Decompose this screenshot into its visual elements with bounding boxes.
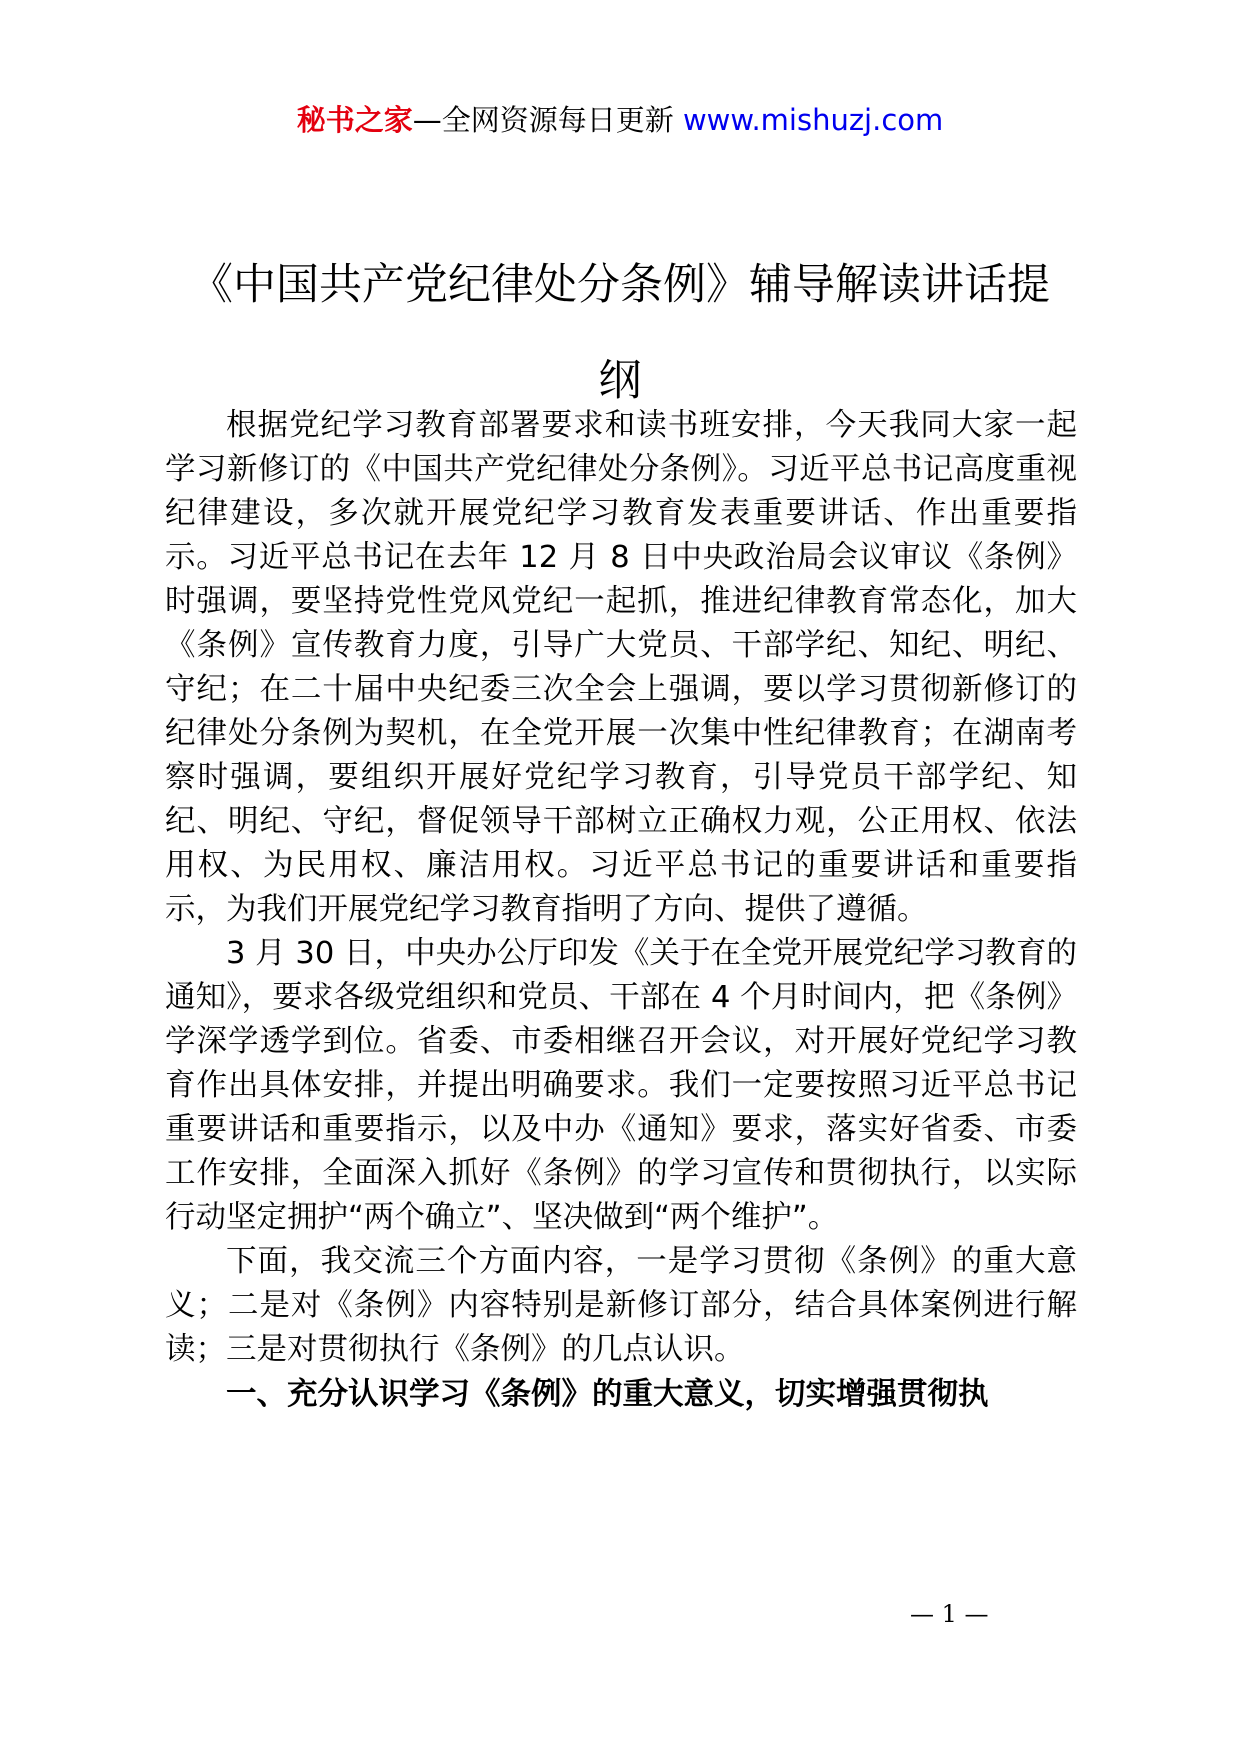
body-paragraph: 3 月 30 日，中央办公厅印发《关于在全党开展党纪学习教育的通知》，要求各级党组织和党员、干部在 4 个月时间内，把《条例》学深学透学到位。省委、市委相继召开会议，对开展好党纪学习教育作出具体安排，并提出明确要求。我们一定要按照习近平总书记重要讲话和重要指示，以及中办《通知》要求，落实好省委、市委工作安排，全面深入抓好《条例》的学习宣传和贯彻执行，以实际行动坚定拥护“两个确立”、坚决做到“两个维护”。 [165,936,1077,1235]
site-header [0,100,1240,140]
site-slogan: —全网资源每日更新 [412,103,683,137]
site-url-link[interactable]: www.mishuzj.com [682,103,944,137]
page-number: — 1 — [910,1600,989,1628]
document-body [165,404,1077,1416]
body-paragraph: 根据党纪学习教育部署要求和读书班安排，今天我同大家一起学习新修订的《中国共产党纪律处分条例》。习近平总书记高度重视纪律建设，多次就开展党纪学习教育发表重要讲话、作出重要指示。习近平总书记在去年 12 月 8 日中央政治局会议审议《条例》时强调，要坚持党性党风党纪一起抓，推进纪律教育常态化，加大《条例》宣传教育力度，引导广大党员、干部学纪、知纪、明纪、守纪；在二十届中央纪委三次全会上强调，要以学习贯彻新修订的纪律处分条例为契机，在全党开展一次集中性纪律教育；在湖南考察时强调，要组织开展好党纪学习教育，引导党员干部学纪、知纪、明纪、守纪，督促领导干部树立正确权力观，公正用权、依法用权、为民用权、廉洁用权。习近平总书记的重要讲话和重要指示，为我们开展党纪学习教育指明了方向、提供了遵循。 [165,408,1077,927]
body-paragraph: 下面，我交流三个方面内容，一是学习贯彻《条例》的重大意义；二是对《条例》内容特别是新修订部分，结合具体案例进行解读；三是对贯彻执行《条例》的几点认识。 [165,1244,1077,1367]
section-heading: 一、充分认识学习《条例》的重大意义，切实增强贯彻执 [226,1376,989,1412]
document-title: 《中国共产党纪律处分条例》辅导解读讲话提纲 [190,260,1050,406]
site-brand: 秘书之家 [296,103,413,137]
